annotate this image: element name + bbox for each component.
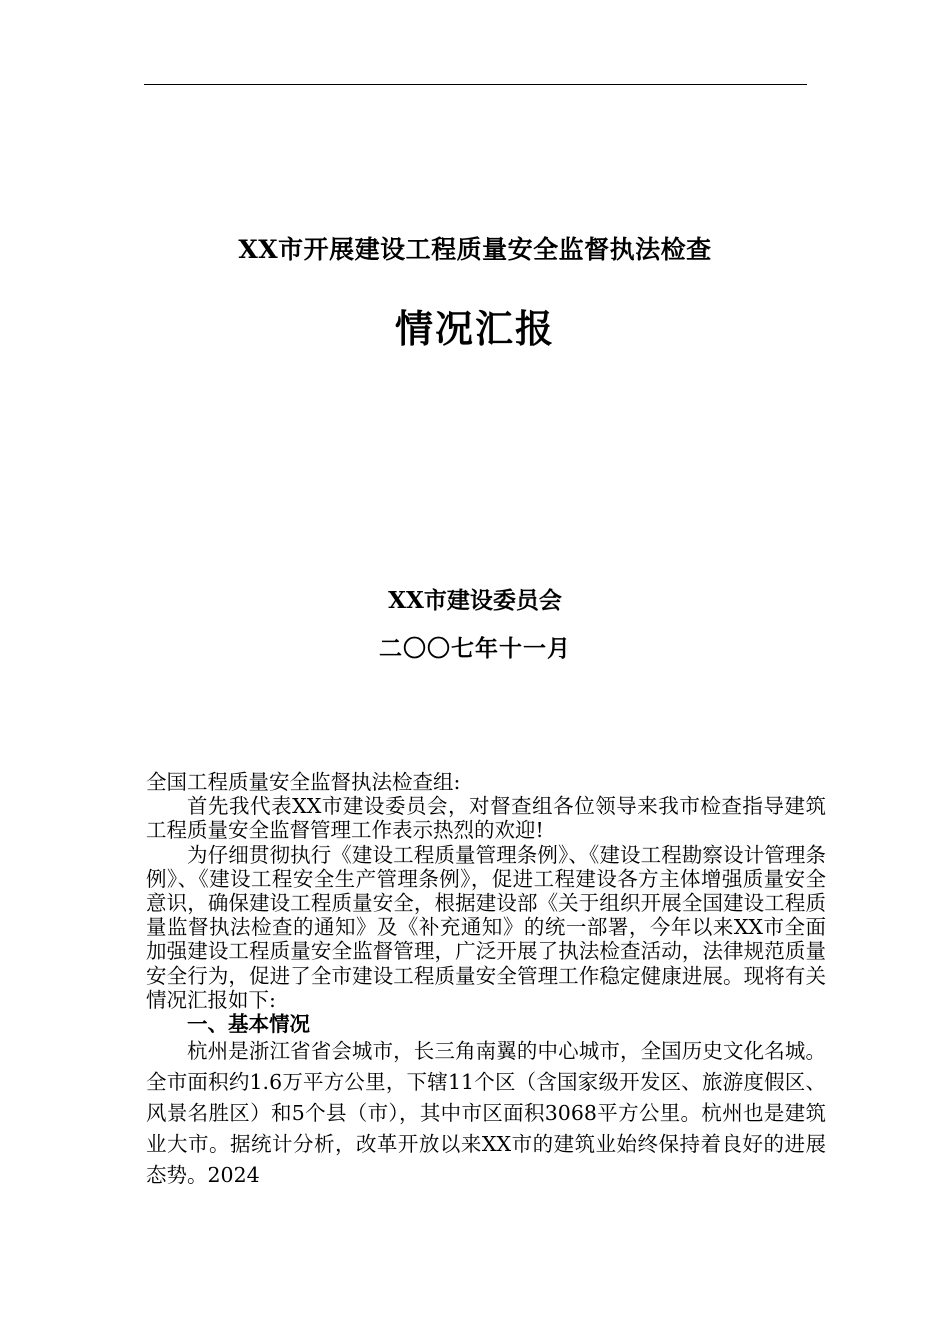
paragraph-city-overview-b: 杭州也是建筑业大市。据统计分析，改革开放以来XX市的建筑业始终保持着良好的进展态势。2024 — [146, 1101, 827, 1188]
salutation: 全国工程质量安全监督执法检查组: — [146, 770, 461, 794]
paragraph-city-overview — [146, 1036, 826, 1191]
section-heading-basic-situation: 一、基本情况 — [187, 1012, 310, 1037]
issuing-organization: XX市建设委员会 — [388, 587, 562, 614]
header-rule — [144, 84, 807, 85]
paragraph-welcome: 首先我代表XX市建设委员会，对督查组各位领导来我市检查指导建筑工程质量安全监督管理工作表示热烈的欢迎! — [146, 794, 826, 843]
document-title-line1: XX市开展建设工程质量安全监督执法检查 — [238, 235, 712, 264]
document-title-line2: 情况汇报 — [394, 306, 555, 351]
paragraph-city-overview-a: 杭州是浙江省省会城市，长三角南翼的中心城市，全国历史文化名城。全市面积约1.6万平方公里，下辖11个区（含国家级开发区、旅游度假区、风景名胜区）和5个县（市），其中市区面积3068平方公里。 — [146, 1039, 826, 1126]
document-date: 二〇〇七年十一月 — [379, 635, 571, 662]
paragraph-background: 为仔细贯彻执行《建设工程质量管理条例》、《建设工程勘察设计管理条例》、《建设工程安全生产管理条例》，促进工程建设各方主体增强质量安全意识，确保建设工程质量安全，根据建设部《关于组织开展全国建设工程质量监督执法检查的通知》及《补充通知》的统一部署，今年以来XX市全面加强建设工程质量安全监督管理，广泛开展了执法检查活动，法律规范质量安全行为，促进了全市建设工程质量安全管理工作稳定健康进展。现将有关情况汇报如下: — [146, 842, 826, 1012]
document-body — [146, 770, 826, 1191]
